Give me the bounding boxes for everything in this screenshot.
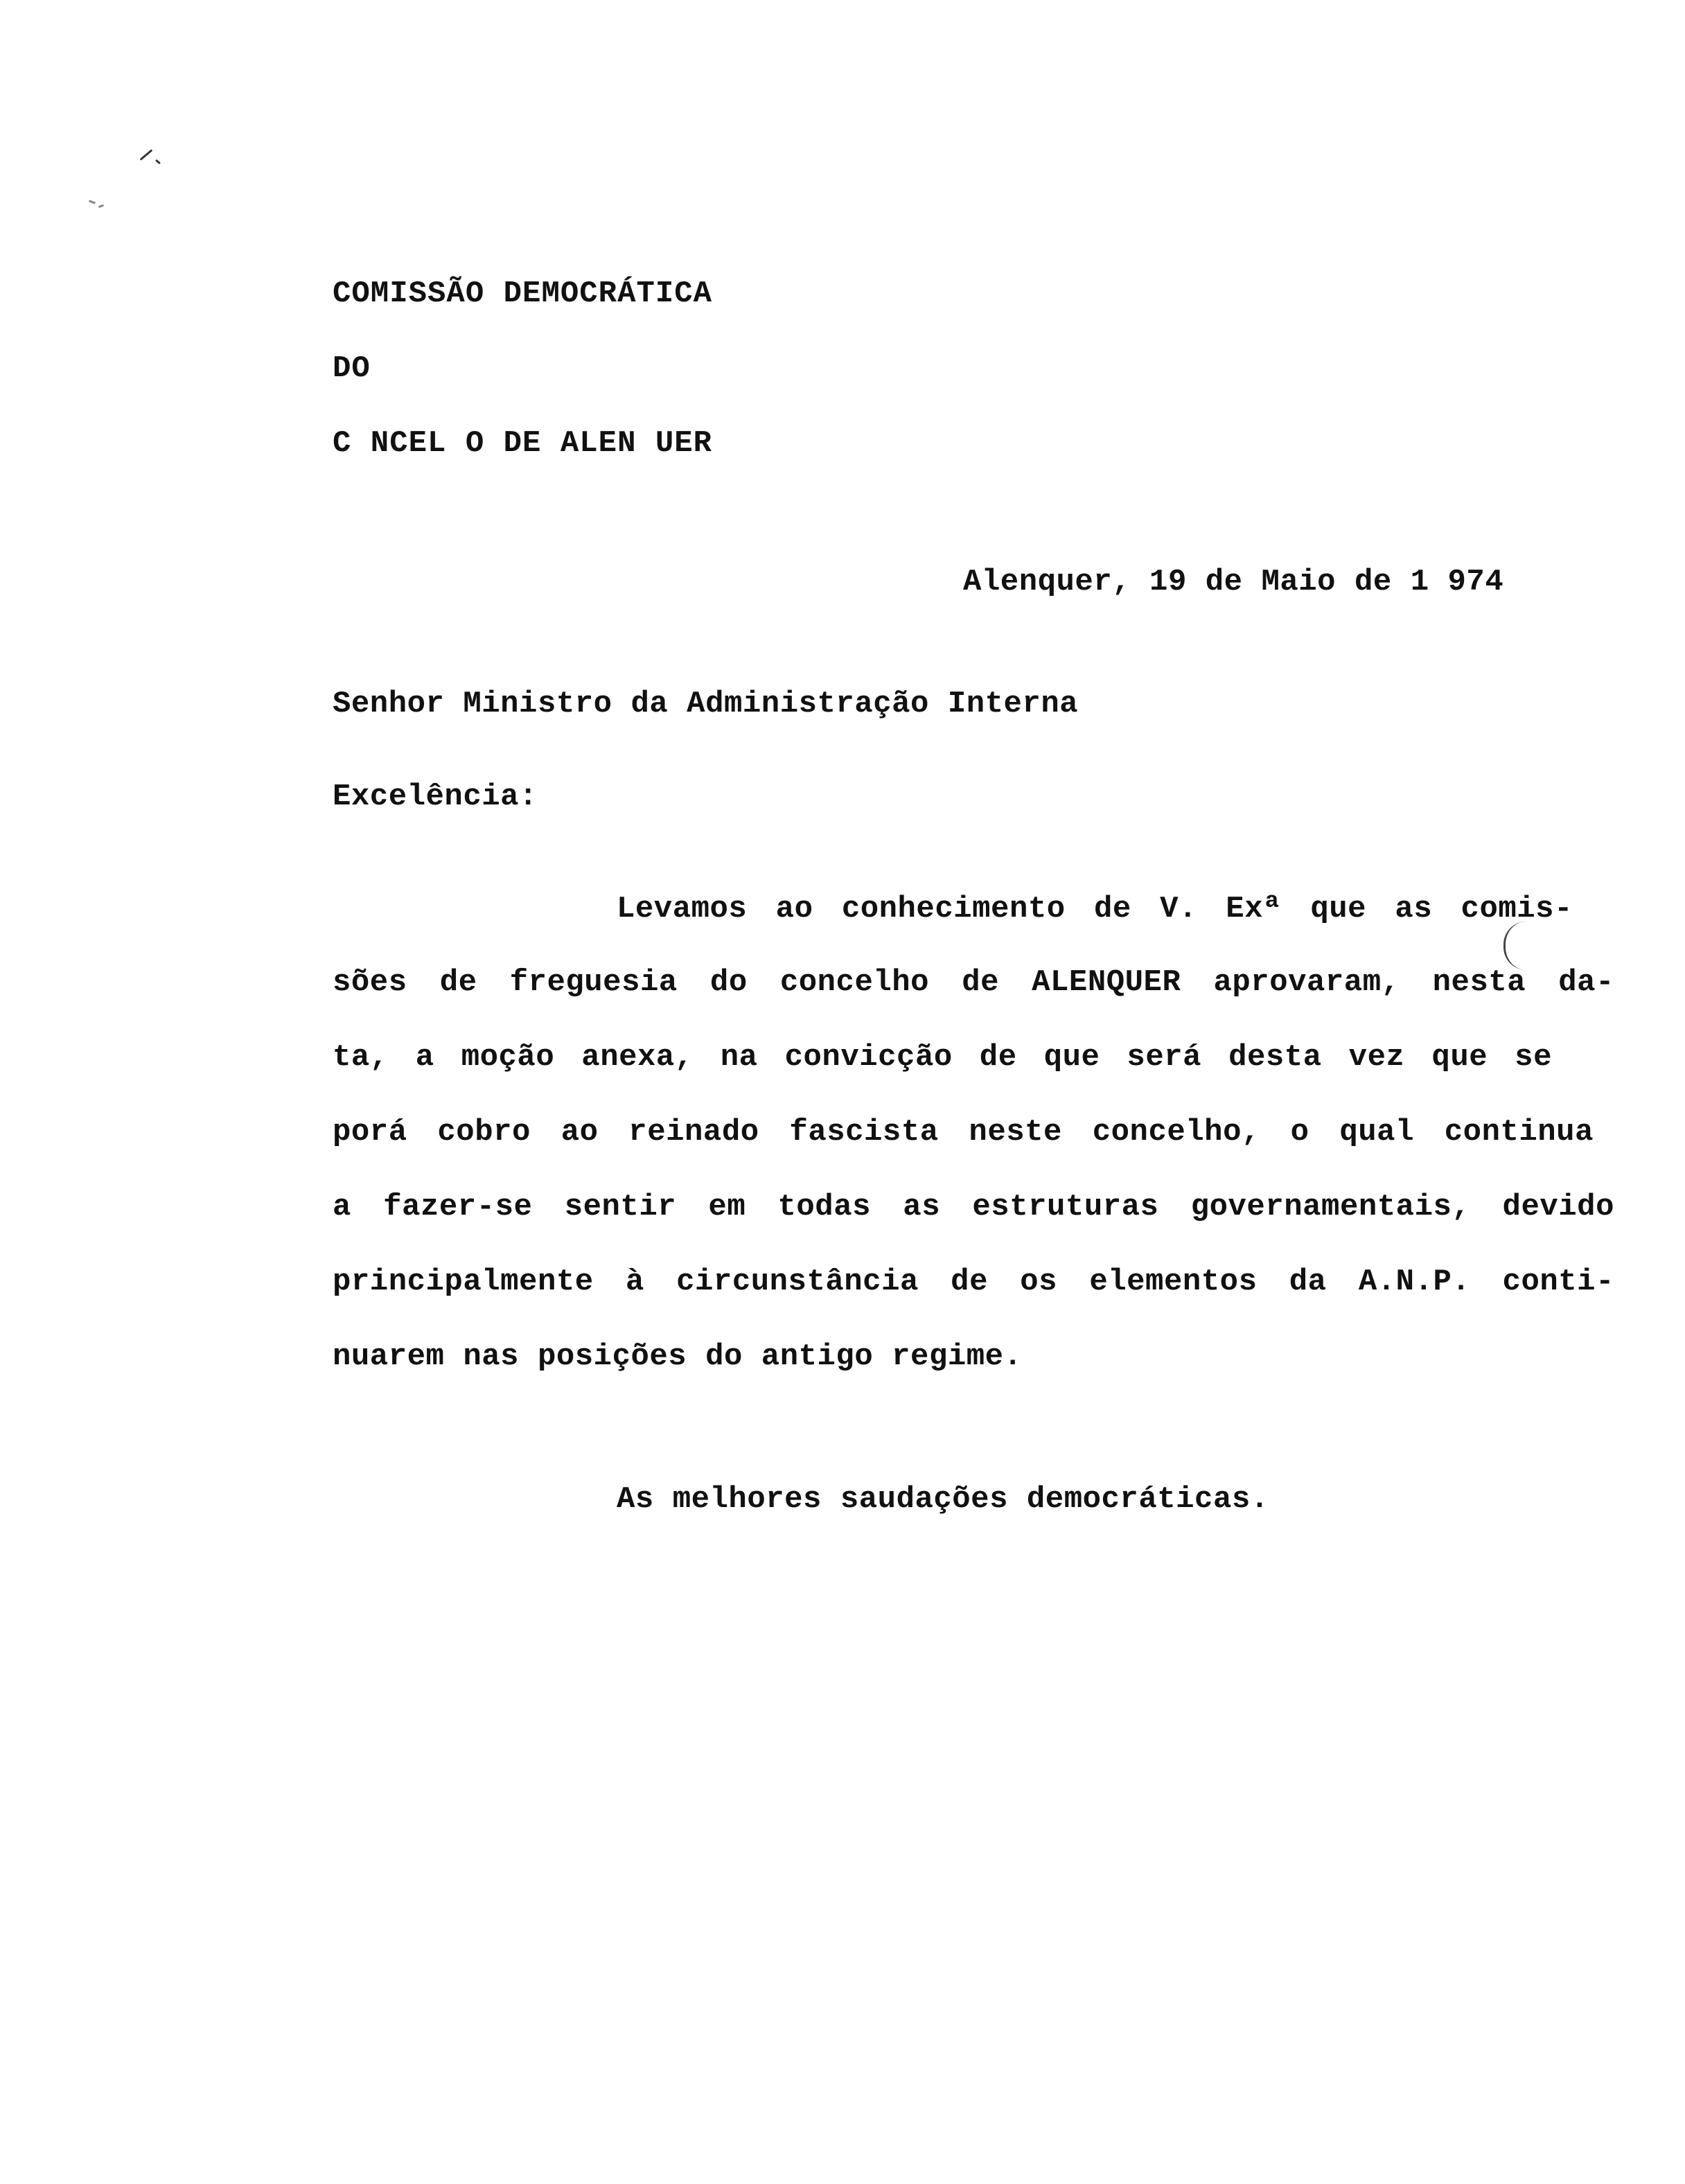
pen-mark (89, 200, 96, 204)
closing: As melhores saudações democráticas. (617, 1482, 1269, 1517)
body-line: nuarem nas posições do antigo regime. (333, 1339, 1023, 1374)
body-line: principalmente à circunstância de os elementos da A.N.P. conti- (333, 1265, 1614, 1299)
letterhead-line-2: DO (333, 351, 371, 386)
dateline: Alenquer, 19 de Maio de 1 974 (963, 565, 1504, 599)
body-line: a fazer-se sentir em todas as estruturas governamentais, devido (333, 1190, 1614, 1224)
body-line: Levamos ao conhecimento de V. Exª que as comis- (617, 892, 1573, 926)
salutation: Excelência: (333, 780, 538, 814)
body-line: porá cobro ao reinado fascista neste concelho, o qual continua (333, 1115, 1594, 1150)
letterhead-line-3: C NCEL O DE ALEN UER (333, 426, 713, 461)
addressee: Senhor Ministro da Administração Interna (333, 687, 1079, 721)
pen-mark (155, 159, 161, 164)
letterhead-line-1: COMISSÃO DEMOCRÁTICA (333, 276, 713, 311)
body-line: ta, a moção anexa, na convicção de que será desta vez que se (333, 1040, 1552, 1075)
pen-mark (140, 149, 153, 160)
pen-mark (98, 204, 105, 209)
body-line: sões de freguesia do concelho de ALENQUER aprovaram, nesta da- (333, 965, 1614, 1000)
